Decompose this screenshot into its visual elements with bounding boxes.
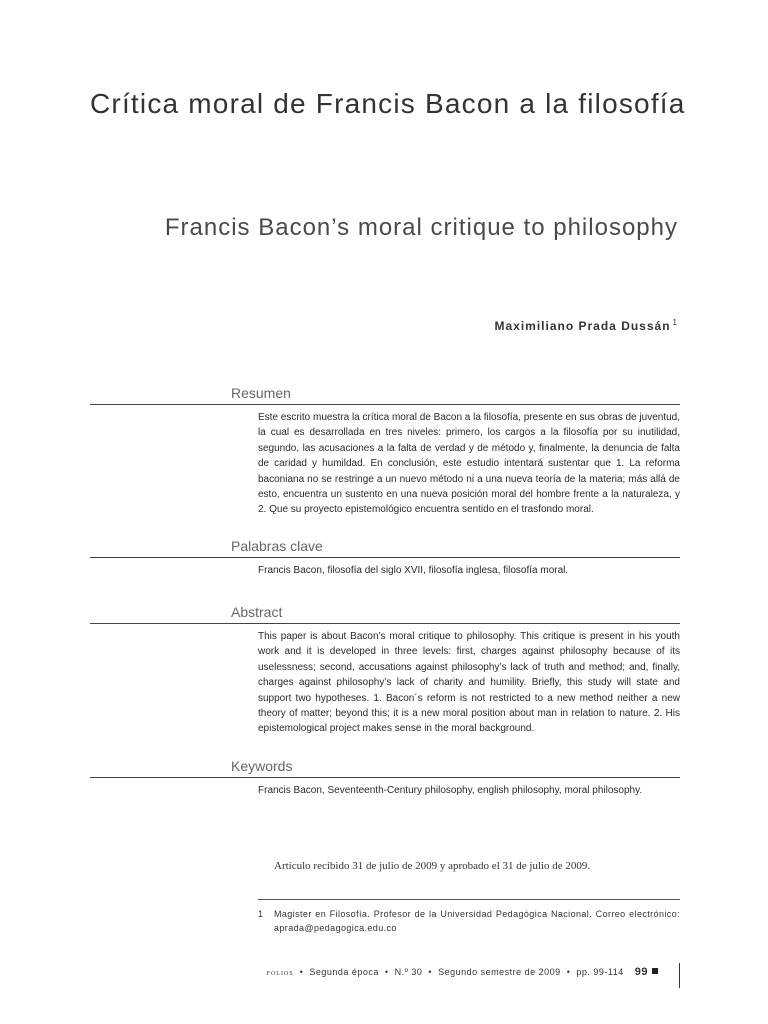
footer-numero: N.º 30	[394, 967, 423, 977]
abstract-heading: Abstract	[90, 603, 680, 624]
resumen-section	[90, 384, 680, 518]
footnote-number: 1	[258, 909, 264, 919]
keywords-text: Francis Bacon, Seventeenth-Century philosophy, english philosophy, moral philosophy.	[258, 785, 643, 796]
keywords-section	[90, 757, 680, 798]
page-footer: folios • Segunda época • N.º 30 • Segundo semestre de 2009 • pp. 99-114 99	[267, 966, 658, 978]
article-subtitle: Francis Bacon’s moral critique to philosophy	[164, 214, 678, 241]
footer-epoca: Segunda época	[309, 967, 379, 977]
footer-semestre: Segundo semestre de 2009	[438, 967, 561, 977]
palabras-clave-section	[90, 537, 680, 578]
article-title: Crítica moral de Francis Bacon a la filosofía	[90, 88, 686, 119]
resumen-text: Este escrito muestra la crítica moral de Bacon a la filosofía, presente en sus obras de juventud, la cual es desarrollada en tres niveles: primero, los cargos a la filosofía por su inutilidad, segundo, las acusaciones a la falta de verdad y de método y, finalmente, la denuncia de falta de caridad y humildad. En conclusión, este estudio intentará sustentar que 1. La reforma baconiana no se restringe a un nuevo método ni a una nueva teoría de la materia; más allá de esto, encuentra un sustento en una nueva posición moral del hombre frente a la naturaleza, y 2. Que su proyecto epistemológico encuentra sentido en el trasfondo moral.	[258, 412, 680, 516]
palabras-clave-heading: Palabras clave	[90, 537, 680, 558]
resumen-heading: Resumen	[90, 384, 680, 405]
square-bullet-icon	[652, 968, 658, 974]
footnote-text: Magister en Filosofía. Profesor de la Universidad Pedagógica Nacional. Correo electrónico: aprada@pedagogica.edu.co	[274, 909, 680, 933]
received-note: Artículo recibido 31 de julio de 2009 y aprobado el 31 de julio de 2009.	[274, 860, 591, 872]
abstract-section	[90, 603, 680, 737]
footnote-divider	[258, 899, 680, 900]
page-number: 99	[634, 966, 648, 978]
author-line	[494, 318, 678, 333]
author-footnote-mark: 1	[672, 318, 678, 327]
footer-vertical-rule	[679, 963, 680, 988]
journal-name: folios	[266, 968, 294, 977]
footer-pages: pp. 99-114	[576, 967, 624, 977]
footnote	[258, 907, 680, 935]
abstract-text: This paper is about Bacon’s moral critique to philosophy. This critique is present in his youth work and it is developed in three levels: first, charges against philosophy because of its uselessness; second, accusations against philosophy’s lack of truth and method; and, finally, charges against philosophy’s lack of charity and humility. Briefly, this study will state and support two hypotheses. 1. Bacon´s reform is not restricted to a new method neither a new theory of matter; beyond this; it is a new moral position about man in relation to nature. 2. His epistemological project makes sense in the moral background.	[258, 631, 680, 735]
author-name: Maximiliano Prada Dussán	[494, 319, 671, 333]
palabras-clave-text: Francis Bacon, filosofía del siglo XVII, filosofía inglesa, filosofía moral.	[258, 565, 569, 576]
keywords-heading: Keywords	[90, 757, 680, 778]
